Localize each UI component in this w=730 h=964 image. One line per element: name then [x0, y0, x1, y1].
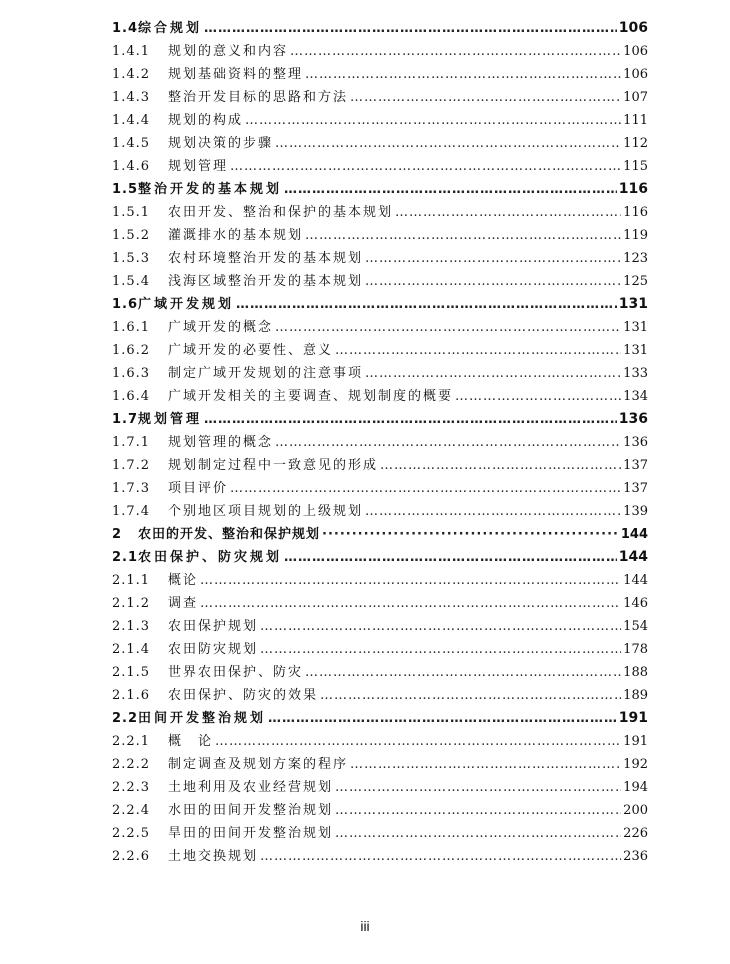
toc-subsection-entry[interactable]: [112, 132, 648, 155]
toc-entry-title: 广域开发的概念: [168, 320, 274, 335]
toc-entry-title: 规划的意义和内容: [168, 44, 289, 59]
toc-subsection-entry[interactable]: [112, 753, 648, 776]
toc-entry-number: 2.1.3: [112, 619, 151, 634]
toc-entry-title: 世界农田保护、防灾: [168, 665, 304, 680]
page-number: iii: [360, 918, 370, 934]
toc-subsection-entry[interactable]: [112, 454, 648, 477]
toc-entry-title: 规划基础资料的整理: [168, 67, 304, 82]
toc-entry-page: 106: [623, 44, 648, 59]
toc-leader-dots: [335, 799, 621, 822]
toc-entry-page: 194: [623, 780, 648, 795]
toc-entry-number: 1.6.4: [112, 389, 151, 404]
toc-entry-page: 116: [618, 181, 648, 197]
toc-entry-title: 农田保护、防灾的效果: [168, 688, 319, 703]
toc-leader-dots: [284, 546, 617, 569]
toc-entry-title: 规划管理的概念: [168, 435, 274, 450]
toc-entry-number: 1.6: [112, 297, 139, 312]
toc-entry-title: 农田开发、整治和保护的基本规划: [168, 205, 394, 220]
toc-subsection-entry[interactable]: [112, 569, 648, 592]
toc-leader-dots: [455, 385, 621, 408]
toc-entry-title: 广域开发规划: [138, 297, 235, 312]
toc-entry-page: 134: [623, 389, 648, 404]
toc-entry-number: 1.7: [112, 412, 139, 427]
toc-subsection-entry[interactable]: [112, 339, 648, 362]
toc-leader-dots: [284, 178, 617, 201]
toc-entry-title: 农田保护、防灾规划: [138, 550, 283, 565]
toc-leader-dots: [275, 132, 621, 155]
toc-entry-number: 1.5.2: [112, 228, 151, 243]
toc-leader-dots: [365, 270, 621, 293]
toc-leader-dots: [275, 316, 621, 339]
toc-subsection-entry[interactable]: [112, 500, 648, 523]
toc-subsection-entry[interactable]: [112, 385, 648, 408]
toc-subsection-entry[interactable]: [112, 247, 648, 270]
toc-entry-number: 2: [112, 527, 123, 542]
toc-entry-number: 1.6.2: [112, 343, 151, 358]
toc-entry-page: 123: [623, 251, 648, 266]
toc-leader-dots: [200, 569, 621, 592]
toc-subsection-entry[interactable]: [112, 109, 648, 132]
toc-entry-number: 2.1.5: [112, 665, 151, 680]
toc-entry-title: 规划制定过程中一致意见的形成: [168, 458, 379, 473]
toc-entry-page: 146: [623, 596, 648, 611]
toc-entry-number: 2.2.5: [112, 826, 151, 841]
toc-section-entry[interactable]: [112, 17, 648, 40]
toc-entry-title: 农村环境整治开发的基本规划: [168, 251, 364, 266]
toc-subsection-entry[interactable]: [112, 477, 648, 500]
toc-entry-number: 1.4.6: [112, 159, 151, 174]
toc-entry-page: 137: [623, 458, 648, 473]
toc-entry-number: 1.4.5: [112, 136, 151, 151]
toc-leader-dots: [230, 477, 621, 500]
toc-entry-title: 规划的构成: [168, 113, 244, 128]
toc-subsection-entry[interactable]: [112, 201, 648, 224]
toc-entry-page: 226: [623, 826, 648, 841]
toc-entry-page: 191: [623, 734, 648, 749]
toc-entry-title: 规划管理: [138, 412, 203, 427]
toc-entry-number: 1.4.1: [112, 44, 151, 59]
toc-entry-number: 1.7.1: [112, 435, 151, 450]
toc-subsection-entry[interactable]: [112, 730, 648, 753]
toc-entry-title: 水田的田间开发整治规划: [168, 803, 334, 818]
toc-entry-number: 2.2.4: [112, 803, 151, 818]
toc-entry-page: 144: [623, 573, 648, 588]
toc-subsection-entry[interactable]: [112, 316, 648, 339]
toc-subsection-entry[interactable]: [112, 431, 648, 454]
toc-entry-title: 农田防灾规划: [168, 642, 259, 657]
toc-section-entry[interactable]: [112, 707, 648, 730]
toc-leader-dots: [236, 293, 617, 316]
toc-leader-dots: [320, 684, 621, 707]
toc-entry-page: 144: [620, 527, 648, 542]
toc-entry-page: 178: [623, 642, 648, 657]
toc-entry-title: 制定调查及规划方案的程序: [168, 757, 349, 772]
toc-entry-page: 115: [623, 159, 648, 174]
toc-entry-title: 整治开发的基本规划: [138, 182, 283, 197]
toc-entry-number: 1.4.3: [112, 90, 151, 105]
toc-section-entry[interactable]: [112, 546, 648, 569]
toc-subsection-entry[interactable]: [112, 661, 648, 684]
toc-entry-number: 2.2.1: [112, 734, 151, 749]
toc-entry-title: 农田保护规划: [168, 619, 259, 634]
toc-entry-number: 1.5.4: [112, 274, 151, 289]
toc-entry-page: 106: [618, 20, 648, 36]
toc-leader-dots: [215, 730, 621, 753]
toc-leader-dots: [350, 86, 621, 109]
toc-chapter-entry[interactable]: [112, 523, 648, 546]
toc-entry-page: 133: [623, 366, 648, 381]
toc-entry-page: 192: [623, 757, 648, 772]
table-of-contents: [112, 17, 648, 868]
toc-entry-number: 1.5.1: [112, 205, 151, 220]
toc-entry-number: 2.1.6: [112, 688, 151, 703]
toc-entry-page: 137: [623, 481, 648, 496]
toc-entry-title: 个别地区项目规划的上级规划: [168, 504, 364, 519]
toc-subsection-entry[interactable]: [112, 86, 648, 109]
toc-entry-number: 1.5.3: [112, 251, 151, 266]
toc-entry-title: 灌溉排水的基本规划: [168, 228, 304, 243]
toc-subsection-entry[interactable]: [112, 592, 648, 615]
toc-leader-dots: [305, 661, 621, 684]
toc-entry-number: 2.2.3: [112, 780, 151, 795]
toc-entry-page: 107: [623, 90, 648, 105]
toc-entry-page: 136: [618, 411, 648, 427]
toc-subsection-entry[interactable]: [112, 638, 648, 661]
toc-entry-number: 2.1.4: [112, 642, 151, 657]
toc-subsection-entry[interactable]: [112, 40, 648, 63]
toc-subsection-entry[interactable]: [112, 155, 648, 178]
toc-entry-page: 136: [623, 435, 648, 450]
toc-entry-number: 1.4.4: [112, 113, 151, 128]
toc-entry-number: 1.6.1: [112, 320, 151, 335]
toc-leader-dots: [275, 431, 621, 454]
toc-subsection-entry[interactable]: [112, 362, 648, 385]
toc-entry-title: 综合规划: [138, 21, 203, 36]
toc-entry-title: 广域开发的必要性、意义: [168, 343, 334, 358]
toc-entry-page: 131: [623, 320, 648, 335]
toc-section-entry[interactable]: [112, 293, 648, 316]
toc-subsection-entry[interactable]: [112, 845, 648, 868]
toc-leader-dots: [322, 523, 619, 546]
toc-entry-number: 2.1: [112, 550, 139, 565]
toc-entry-page: 200: [623, 803, 648, 818]
toc-entry-page: 144: [618, 549, 648, 565]
toc-entry-page: 188: [623, 665, 648, 680]
toc-entry-title: 广域开发相关的主要调查、规划制度的概要: [168, 389, 454, 404]
toc-subsection-entry[interactable]: [112, 615, 648, 638]
toc-entry-number: 1.7.3: [112, 481, 151, 496]
toc-subsection-entry[interactable]: [112, 270, 648, 293]
toc-entry-number: 1.6.3: [112, 366, 151, 381]
toc-subsection-entry[interactable]: [112, 224, 648, 247]
toc-leader-dots: [260, 615, 621, 638]
toc-leader-dots: [365, 247, 621, 270]
toc-entry-title: 浅海区域整治开发的基本规划: [168, 274, 364, 289]
toc-leader-dots: [268, 707, 617, 730]
toc-leader-dots: [335, 822, 621, 845]
toc-leader-dots: [335, 339, 621, 362]
toc-entry-title: 项目评价: [168, 481, 229, 496]
toc-entry-title: 土地交换规划: [168, 849, 259, 864]
toc-section-entry[interactable]: [112, 178, 648, 201]
toc-subsection-entry[interactable]: [112, 822, 648, 845]
toc-leader-dots: [305, 224, 621, 247]
toc-entry-number: 2.2.6: [112, 849, 151, 864]
toc-entry-number: 1.4: [112, 21, 139, 36]
toc-entry-title: 概 论: [168, 734, 214, 749]
toc-leader-dots: [200, 592, 621, 615]
toc-entry-page: 119: [623, 228, 648, 243]
toc-entry-title: 土地利用及农业经营规划: [168, 780, 334, 795]
toc-entry-number: 1.4.2: [112, 67, 151, 82]
toc-leader-dots: [380, 454, 621, 477]
toc-subsection-entry[interactable]: [112, 799, 648, 822]
toc-entry-title: 农田的开发、整治和保护规划: [138, 527, 321, 542]
toc-entry-number: 1.7.4: [112, 504, 151, 519]
toc-entry-page: 191: [618, 710, 648, 726]
toc-entry-title: 规划决策的步骤: [168, 136, 274, 151]
toc-entry-page: 154: [623, 619, 648, 634]
toc-entry-page: 131: [618, 296, 648, 312]
toc-leader-dots: [260, 845, 621, 868]
toc-entry-page: 106: [623, 67, 648, 82]
toc-section-entry[interactable]: [112, 408, 648, 431]
toc-subsection-entry[interactable]: [112, 776, 648, 799]
toc-entry-title: 概论: [168, 573, 199, 588]
toc-leader-dots: [350, 753, 621, 776]
toc-entry-title: 制定广域开发规划的注意事项: [168, 366, 364, 381]
toc-leader-dots: [365, 500, 621, 523]
toc-entry-title: 规划管理: [168, 159, 229, 174]
toc-leader-dots: [365, 362, 621, 385]
toc-leader-dots: [335, 776, 621, 799]
toc-subsection-entry[interactable]: [112, 684, 648, 707]
toc-leader-dots: [245, 109, 621, 132]
toc-entry-number: 2.2.2: [112, 757, 151, 772]
toc-leader-dots: [230, 155, 621, 178]
toc-entry-title: 旱田的田间开发整治规划: [168, 826, 334, 841]
toc-entry-page: 131: [623, 343, 648, 358]
toc-entry-page: 116: [623, 205, 648, 220]
toc-leader-dots: [204, 17, 617, 40]
toc-entry-number: 2.1.1: [112, 573, 151, 588]
toc-entry-number: 1.5: [112, 182, 139, 197]
toc-entry-page: 189: [623, 688, 648, 703]
toc-entry-page: 236: [623, 849, 648, 864]
toc-leader-dots: [395, 201, 621, 224]
toc-entry-page: 111: [623, 113, 648, 128]
toc-entry-page: 112: [623, 136, 648, 151]
toc-leader-dots: [290, 40, 621, 63]
toc-leader-dots: [204, 408, 617, 431]
toc-entry-number: 2.2: [112, 711, 139, 726]
toc-entry-title: 调查: [168, 596, 199, 611]
toc-entry-number: 1.7.2: [112, 458, 151, 473]
toc-entry-page: 139: [623, 504, 648, 519]
toc-leader-dots: [305, 63, 621, 86]
toc-entry-number: 2.1.2: [112, 596, 151, 611]
toc-entry-page: 125: [623, 274, 648, 289]
toc-entry-title: 整治开发目标的思路和方法: [168, 90, 349, 105]
toc-subsection-entry[interactable]: [112, 63, 648, 86]
toc-entry-title: 田间开发整治规划: [138, 711, 267, 726]
toc-leader-dots: [260, 638, 621, 661]
